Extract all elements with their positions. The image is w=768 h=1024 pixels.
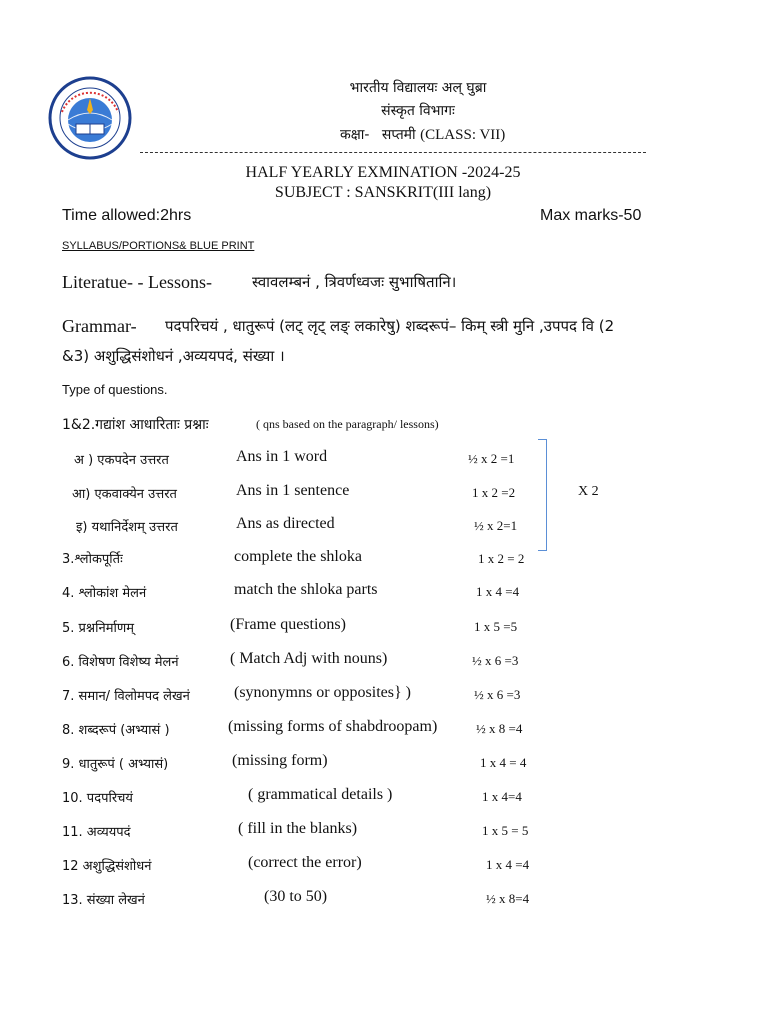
question-12-desc: (correct the error)	[248, 854, 362, 871]
question-3-marks: 1 x 2 = 2	[478, 551, 525, 566]
question-11-label: 11. अव्ययपदं	[62, 825, 131, 840]
grammar-line-2: &3) अशुद्धिसंशोधनं ,अव्ययपदं, संख्या ।	[62, 347, 285, 365]
question-12-marks: 1 x 4 =4	[486, 857, 530, 872]
question-12-label: 12 अशुद्धिसंशोधनं	[62, 859, 152, 874]
question-4-marks: 1 x 4 =4	[476, 584, 520, 599]
sub-question-aa-desc: Ans in 1 sentence	[236, 482, 350, 499]
question-13-desc: (30 to 50)	[264, 888, 328, 905]
question-7-marks: ½ x 6 =3	[474, 687, 521, 702]
multiplier-x2: X 2	[578, 484, 599, 499]
question-6-desc: ( Match Adj with nouns)	[230, 650, 388, 667]
department-name: संस्कृत विभागः	[381, 103, 455, 119]
question-6-marks: ½ x 6 =3	[472, 653, 519, 668]
sub-question-aa-marks: 1 x 2 =2	[472, 485, 516, 500]
time-allowed: Time allowed:2hrs	[62, 207, 192, 224]
sub-question-i-desc: Ans as directed	[236, 515, 335, 532]
question-10-marks: 1 x 4=4	[482, 789, 522, 804]
sub-question-a-label: अ ) एकपदेन उत्तरत	[74, 453, 169, 468]
subject-line: SUBJECT : SANSKRIT(III lang)	[274, 184, 492, 201]
question-10-label: 10. पदपरिचयं	[62, 791, 133, 806]
question-13-label: 13. संख्या लेखनं	[62, 893, 145, 908]
question-7-desc: (synonymns or opposites} )	[234, 684, 412, 701]
type-of-questions-heading: Type of questions.	[62, 382, 168, 397]
question-5-label: 5. प्रश्ननिर्माणम्	[62, 621, 135, 636]
question-6-label: 6. विशेषण विशेष्य मेलनं	[62, 655, 179, 670]
question-1-2-note: ( qns based on the paragraph/ lessons)	[256, 417, 439, 431]
question-11-desc: ( fill in the blanks)	[238, 820, 358, 837]
question-11-marks: 1 x 5 = 5	[482, 823, 529, 838]
question-4-desc: match the shloka parts	[234, 581, 378, 598]
question-3-label: 3.श्लोकपूर्तिः	[62, 552, 123, 567]
question-5-desc: (Frame questions)	[230, 616, 346, 633]
sub-question-a-marks: ½ x 2 =1	[468, 451, 515, 466]
question-9-desc: (missing form)	[232, 752, 328, 769]
question-8-desc: (missing forms of shabdroopam)	[228, 718, 438, 735]
question-9-label: 9. धातुरूपं ( अभ्यासं)	[62, 757, 169, 772]
question-3-desc: complete the shloka	[234, 548, 362, 565]
question-10-desc: ( grammatical details )	[248, 786, 393, 803]
literature-content: स्वावलम्बनं , त्रिवर्णध्वजः सुभाषितानि।	[252, 273, 457, 291]
question-4-label: 4. श्लोकांश मेलनं	[62, 586, 147, 601]
question-1-2-label: 1&2.गद्यांश आधारिताः प्रश्नाः	[62, 417, 209, 433]
question-13-marks: ½ x 8=4	[486, 891, 530, 906]
sub-question-i-marks: ½ x 2=1	[474, 518, 518, 533]
literature-label: Literatue- - Lessons-	[62, 272, 212, 292]
sub-question-a-desc: Ans in 1 word	[236, 448, 328, 465]
class-english: (CLASS: VII)	[420, 127, 506, 143]
sub-question-aa-label: आ) एकवाक्येन उत्तरत	[72, 487, 177, 502]
school-name: भारतीय विद्यालयः अल् घुब्रा	[349, 80, 487, 96]
divider-line	[140, 152, 646, 153]
max-marks: Max marks-50	[540, 207, 642, 224]
exam-title: HALF YEARLY EXMINATION -2024-25	[245, 164, 521, 181]
question-5-marks: 1 x 5 =5	[474, 619, 518, 634]
question-9-marks: 1 x 4 = 4	[480, 755, 527, 770]
school-logo-emblem	[48, 76, 132, 160]
class-value: सप्तमी	[381, 127, 416, 143]
grouping-bracket	[538, 439, 547, 551]
syllabus-heading: SYLLABUS/PORTIONS& BLUE PRINT	[62, 240, 255, 252]
school-logo	[48, 76, 132, 160]
question-8-marks: ½ x 8 =4	[476, 721, 523, 736]
class-label: कक्षा-	[340, 127, 370, 143]
question-7-label: 7. समान/ विलोमपद लेखनं	[62, 689, 190, 704]
question-8-label: 8. शब्दरूपं (अभ्यासं )	[62, 723, 170, 738]
grammar-label: Grammar-	[62, 316, 137, 336]
sub-question-i-label: इ) यथानिर्देशम् उत्तरत	[76, 520, 178, 535]
grammar-line-1: पदपरिचयं , धातुरूपं (लट् लृट् लङ् लकारेषु) शब्दरूपं– किम् स्त्री मुनि ,उपपद वि (2	[165, 317, 615, 335]
class-line	[340, 125, 505, 144]
